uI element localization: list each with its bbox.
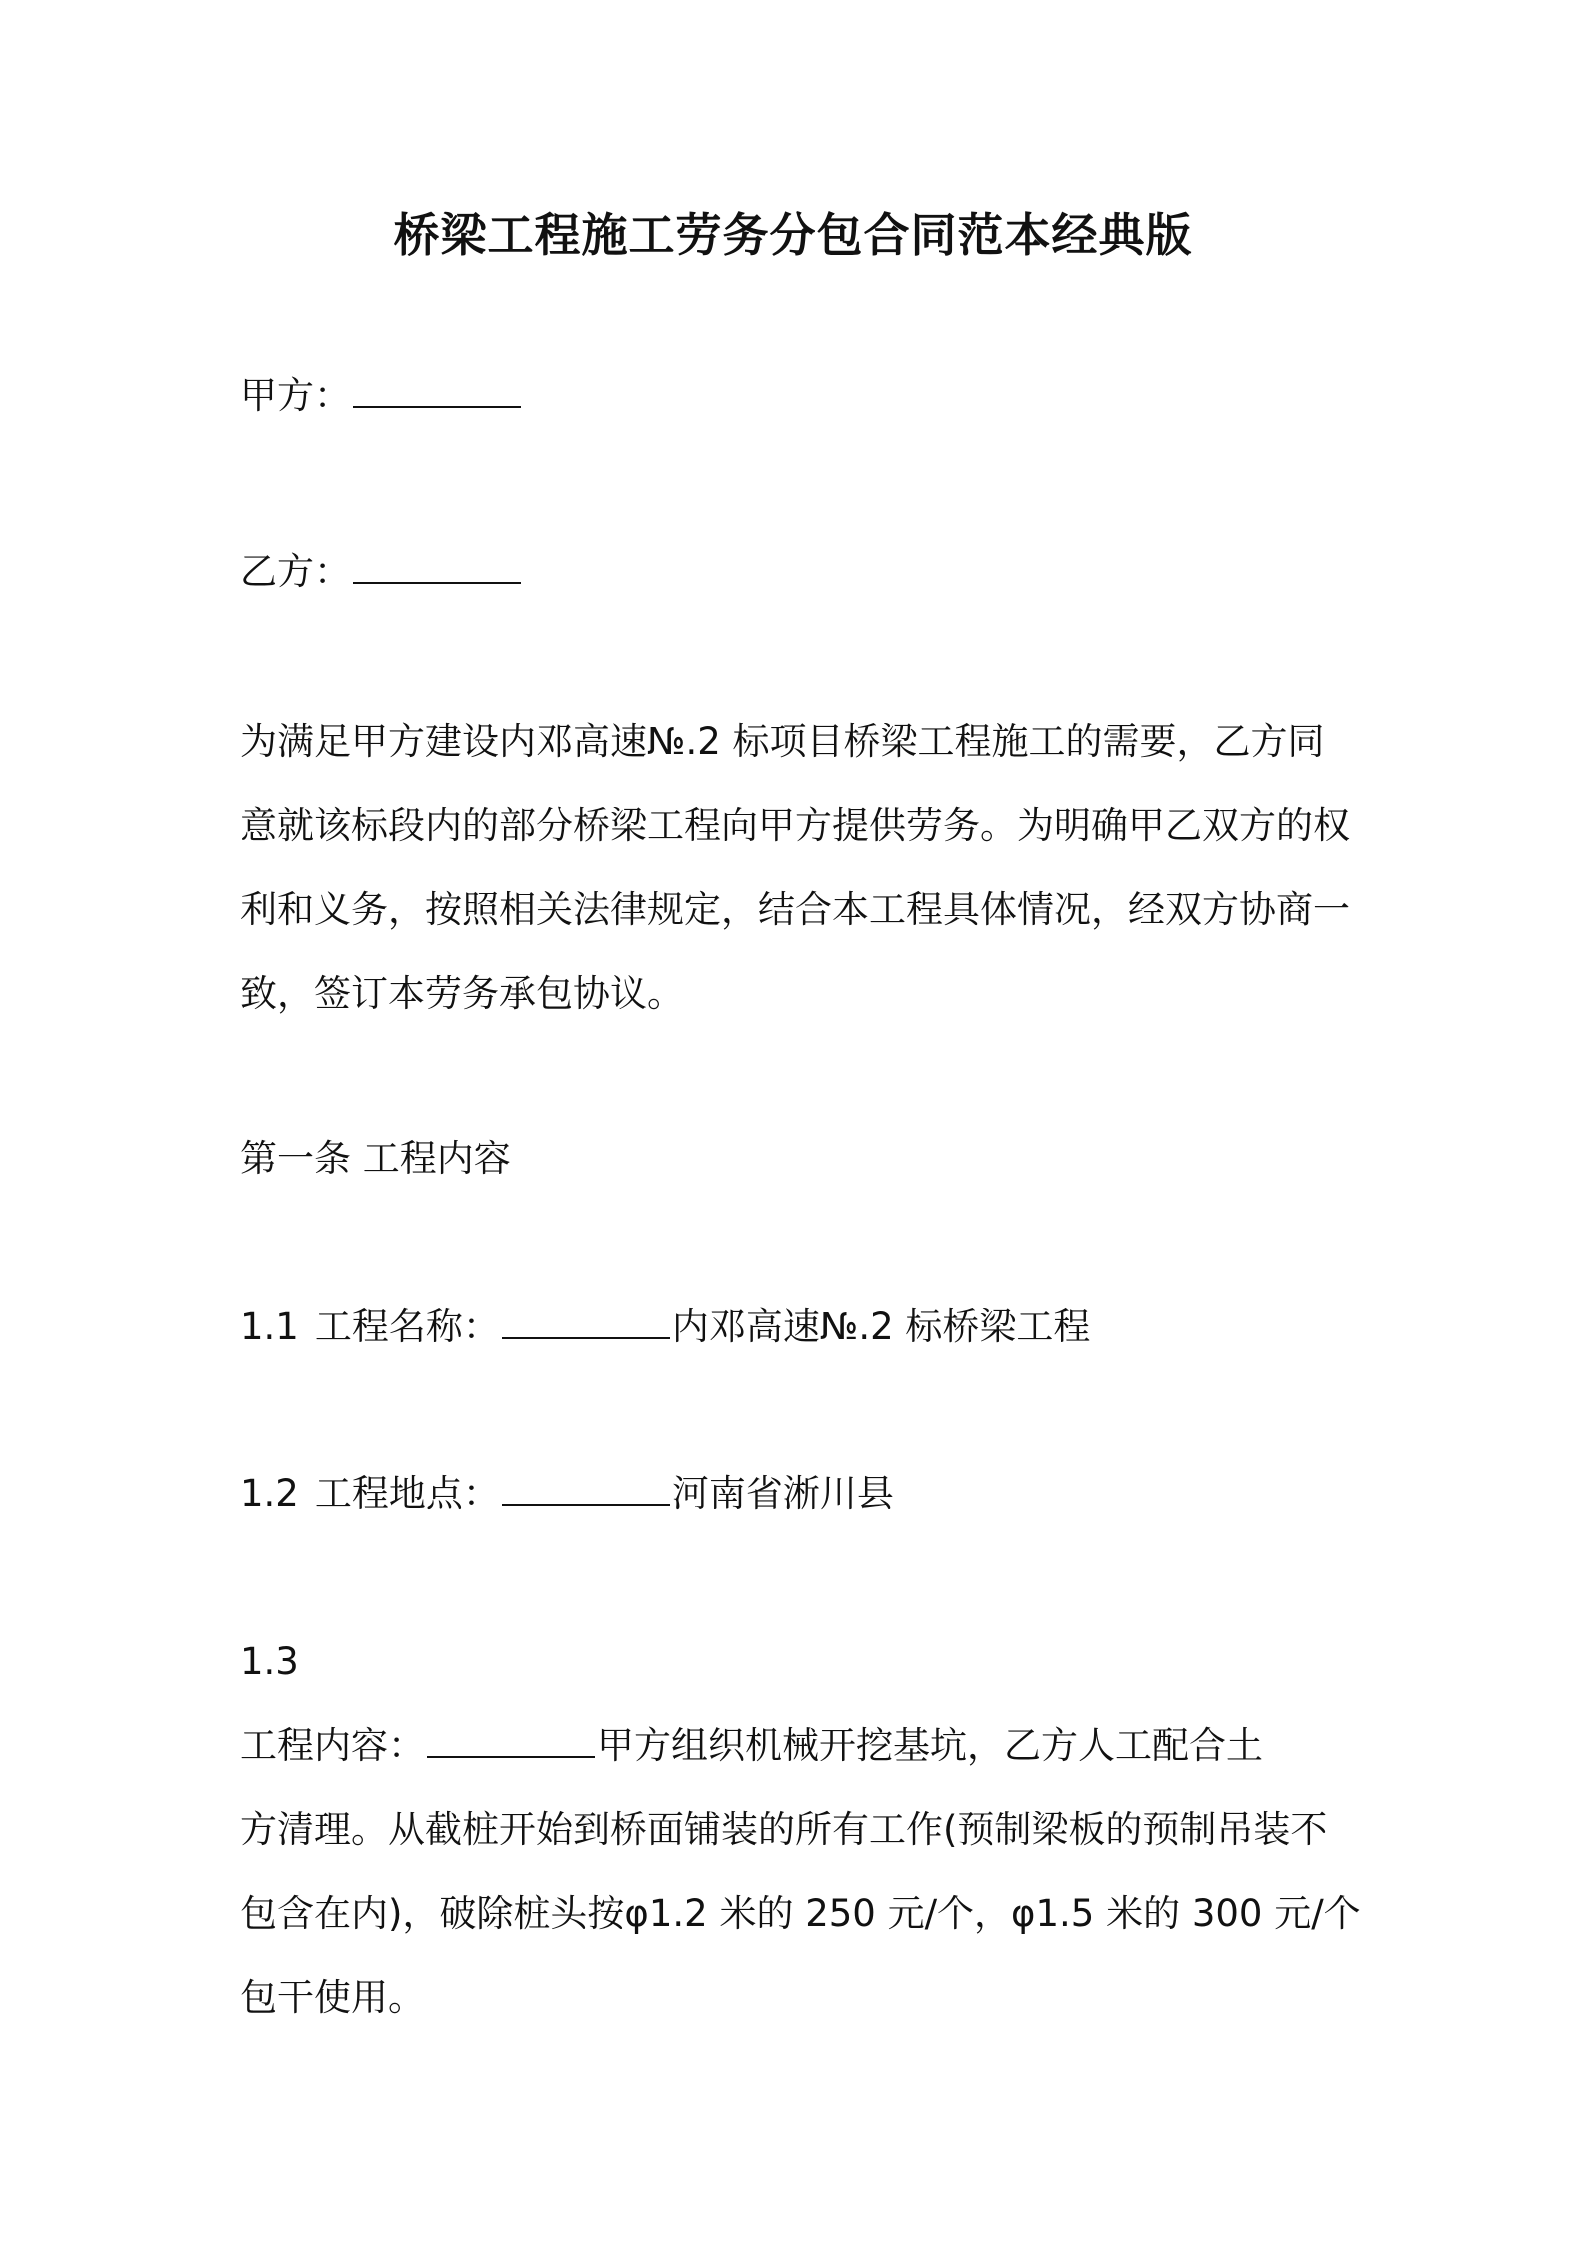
item-1-3-continuation-line: 包含在内)，破除桩头按φ1.2 米的 250 元/个，φ1.5 米的 300 元/个 xyxy=(240,1892,1361,1935)
intro-paragraph xyxy=(240,700,1360,1036)
item-1-1 xyxy=(240,1285,1360,1369)
party-a-label: 甲方： xyxy=(240,374,351,417)
item-1-2-number: 1.2 xyxy=(240,1472,299,1515)
intro-line: 利和义务，按照相关法律规定，结合本工程具体情况，经双方协商一 xyxy=(240,888,1350,931)
item-1-3-blank xyxy=(427,1722,595,1758)
item-1-2-value: 河南省淅川县 xyxy=(671,1472,894,1515)
party-b-line xyxy=(240,530,1360,614)
party-a-line xyxy=(240,354,1360,438)
item-1-3-continuation-line: 方清理。从截桩开始到桥面铺装的所有工作(预制梁板的预制吊装不 xyxy=(240,1808,1328,1851)
intro-line: 致，签订本劳务承包协议。 xyxy=(240,972,684,1015)
item-1-2-label: 工程地点： xyxy=(314,1472,500,1515)
item-1-2 xyxy=(240,1452,1360,1536)
item-1-2-blank xyxy=(502,1470,670,1506)
item-1-1-number: 1.1 xyxy=(240,1305,299,1348)
item-1-3-label: 工程内容： xyxy=(240,1724,425,1767)
item-1-3 xyxy=(240,1620,1360,2040)
item-1-3-number: 1.3 xyxy=(240,1640,299,1683)
intro-line: 意就该标段内的部分桥梁工程向甲方提供劳务。为明确甲乙双方的权 xyxy=(240,804,1350,847)
article-1-heading: 第一条 工程内容 xyxy=(240,1137,511,1180)
party-a-blank xyxy=(353,372,521,408)
intro-line: 为满足甲方建设内邓高速№.2 标项目桥梁工程施工的需要，乙方同 xyxy=(240,720,1325,763)
item-1-3-value: 甲方组织机械开挖基坑，乙方人工配合土 xyxy=(597,1724,1263,1767)
item-1-1-label: 工程名称： xyxy=(314,1305,500,1348)
item-1-3-continuation-line: 包干使用。 xyxy=(240,1976,425,2019)
party-b-blank xyxy=(353,548,521,584)
item-1-1-blank xyxy=(502,1303,670,1339)
party-b-label: 乙方： xyxy=(240,550,351,593)
item-1-1-value: 内邓高速№.2 标桥梁工程 xyxy=(671,1305,1091,1348)
item-1-3-first-line xyxy=(240,1620,1360,1788)
document-title: 桥梁工程施工劳务分包合同范本经典版 xyxy=(393,208,1193,262)
